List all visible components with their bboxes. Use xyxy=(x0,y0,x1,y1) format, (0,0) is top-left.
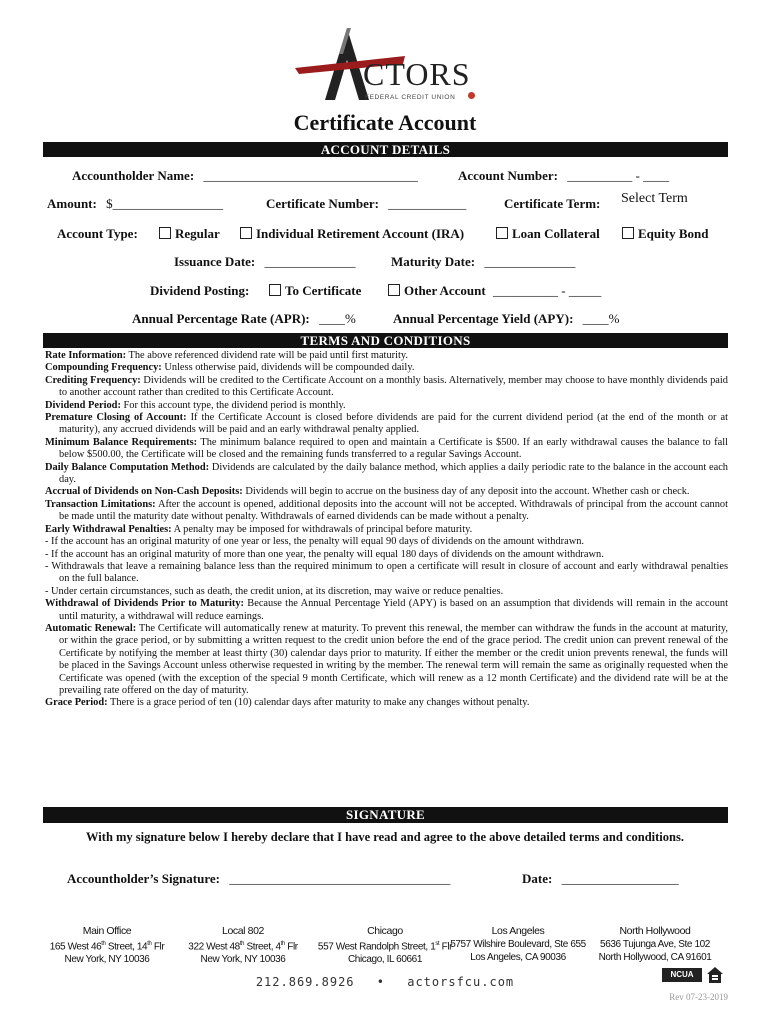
issuance-date-field[interactable]: Issuance Date: ______________ xyxy=(174,254,356,269)
terms-paragraph: - Withdrawals that leave a remaining balance less than the required minimum to open a certificate will result in closure of account and early withdrawal penalties on the full balance. xyxy=(45,560,728,585)
apy-field[interactable]: Annual Percentage Yield (APY): ____% xyxy=(393,311,620,326)
phone-number: 212.869.8926 xyxy=(255,975,355,989)
terms-paragraph: Crediting Frequency: Dividends will be credited to the Certificate Account on a monthly basis. Alternatively, member may choose to have monthly dividends paid to another account rather than credited to this Certificate Account. xyxy=(45,374,728,399)
office-chicago: Chicago 557 West Randolph Street, 1st Flr Chicago, IL 60661 xyxy=(317,925,453,966)
account-number-field[interactable]: Account Number: __________ - ____ xyxy=(458,168,670,183)
checkbox-icon xyxy=(159,227,171,239)
revision-date: Rev 07-23-2019 xyxy=(669,992,728,1002)
office-north-hollywood: North Hollywood 5636 Tujunga Ave, Ste 102 North Hollywood, CA 91601 xyxy=(598,925,712,963)
office-los-angeles: Los Angeles 5757 Wilshire Boulevard, Ste 655 Los Angeles, CA 90036 xyxy=(450,925,586,963)
other-account-checkbox[interactable]: Other Account __________ - _____ xyxy=(388,283,601,299)
logo-wordmark: CTORS xyxy=(363,56,471,92)
account-type-ira-checkbox[interactable]: Individual Retirement Account (IRA) xyxy=(240,226,464,242)
logo xyxy=(285,20,485,108)
checkbox-icon xyxy=(269,284,281,296)
checkbox-icon xyxy=(240,227,252,239)
amount-field[interactable]: Amount: $_________________ xyxy=(47,196,224,211)
terms-paragraph: Withdrawal of Dividends Prior to Maturity: Because the Annual Percentage Yield (APY) is based on an assumption that dividends will remain in the account until maturity, a withdrawal will reduce earnings. xyxy=(45,598,728,622)
ncua-badge: NCUA xyxy=(662,968,702,982)
dividend-posting-label: Dividend Posting: xyxy=(150,283,250,298)
section-header-signature: SIGNATURE xyxy=(43,807,728,823)
bullet-separator: • xyxy=(376,975,385,989)
terms-paragraph: Rate Information: The above referenced dividend rate will be paid until first maturity. xyxy=(45,350,408,361)
terms-paragraph: Compounding Frequency: Unless otherwise paid, dividends will be compounded daily. xyxy=(45,362,415,374)
terms-paragraph: - Under certain circumstances, such as death, the credit union, at its discretion, may waive or reduce penalties. xyxy=(45,585,504,597)
account-type-equity-bond-checkbox[interactable]: Equity Bond xyxy=(622,226,708,242)
checkbox-icon xyxy=(388,284,400,296)
terms-paragraph: Automatic Renewal: The Certificate will automatically renew at maturity. To prevent this renewal, the member can withdraw the funds in the account at maturity, or within the grace period, or by submitting a written request to the credit union before the end of the grace period. The credit union can prevent renewal of the Certificate by notifying the member at least thirty (30) calendar days prior to maturity. If either the member or the credit union prevents renewal, the funds will be placed in the Savings Account unless otherwise requested in writing by the member. The renewal term will remain the same as originally requested when the Certificate was opened (with the exception of the special 9 month Certificate, which will renew as a 12 month Certificate) and the dividend rate will be at the prevailing rate offered on the day of maturity. xyxy=(45,622,728,696)
website-link[interactable]: actorsfcu.com xyxy=(407,975,515,989)
terms-and-conditions xyxy=(45,350,728,710)
logo-subtitle: FEDERAL CREDIT UNION xyxy=(365,94,456,101)
maturity-date-field[interactable]: Maturity Date: ______________ xyxy=(391,254,576,269)
accountholder-signature-field[interactable]: Accountholder’s Signature: __________________________________ xyxy=(67,871,451,886)
signature-declaration: With my signature below I hereby declare that I have read and agree to the above detailed terms and conditions. xyxy=(86,830,684,844)
terms-paragraph: - If the account has an original maturity of one year or less, the penalty will equal 90 days of dividends on the amount withdrawn. xyxy=(45,536,585,548)
to-certificate-checkbox[interactable]: To Certificate xyxy=(269,283,361,299)
terms-paragraph: Premature Closing of Account: If the Certificate Account is closed before dividends are paid for the current dividend period (at the end of the month or at maturity), any accrued dividends will be paid and an early withdrawal penalty applied. xyxy=(45,412,728,436)
checkbox-icon xyxy=(496,227,508,239)
signature-date-field[interactable]: Date: __________________ xyxy=(522,871,679,886)
terms-paragraph: Transaction Limitations: After the account is opened, additional deposits into the account will not be accepted. Withdrawals of principal from the account cannot be made until the maturity date without penalty. Withdrawals of earned dividends can be made without a penalty. xyxy=(45,498,728,523)
terms-paragraph: Accrual of Dividends on Non-Cash Deposits: Dividends will begin to accrue on the business day of any deposit into the account. Whether cash or check. xyxy=(45,486,690,498)
page-title: Certificate Account xyxy=(293,110,477,135)
office-local-802: Local 802 322 West 48th Street, 4th Flr New York, NY 10036 xyxy=(188,925,298,966)
accountholder-name-field[interactable]: Accountholder Name: _________________________________ xyxy=(72,168,418,183)
apr-field[interactable]: Annual Percentage Rate (APR): ____% xyxy=(132,311,356,326)
terms-paragraph: Grace Period: There is a grace period of ten (10) calendar days after maturity to make any changes without penalty. xyxy=(45,697,530,709)
account-type-loan-collateral-checkbox[interactable]: Loan Collateral xyxy=(496,226,600,242)
certificate-term-select[interactable]: Select Term xyxy=(621,191,688,206)
section-header-terms: TERMS AND CONDITIONS xyxy=(43,333,728,348)
terms-paragraph: Minimum Balance Requirements: The minimum balance required to open and maintain a Certificate is $500. If an early withdrawal causes the balance to fall below $500.00, the Certificate will be closed and the remaining funds transferred to a regular Savings Account. xyxy=(45,436,728,461)
office-main: Main Office 165 West 46th Street, 14th Flr New York, NY 10036 xyxy=(49,925,165,966)
terms-paragraph: - If the account has an original maturity of more than one year, the penalty will equal 180 days of dividends on the amount withdrawn. xyxy=(45,548,604,560)
terms-paragraph: Early Withdrawal Penalties: A penalty may be imposed for withdrawals of principal before maturity. xyxy=(45,523,473,535)
account-type-regular-checkbox[interactable]: Regular xyxy=(159,226,220,242)
terms-paragraph: Dividend Period: For this account type, the dividend period is monthly. xyxy=(45,399,346,411)
account-type-label: Account Type: xyxy=(57,226,138,241)
terms-paragraph: Daily Balance Computation Method: Dividends are calculated by the daily balance method, which applies a daily periodic rate to the balance in the account each day. xyxy=(45,461,728,486)
logo-emblem-icon xyxy=(468,92,475,99)
section-header-account-details: ACCOUNT DETAILS xyxy=(43,142,728,157)
checkbox-icon xyxy=(622,227,634,239)
equal-housing-icon xyxy=(706,966,724,989)
certificate-number-field[interactable]: Certificate Number: ____________ xyxy=(266,196,467,211)
contact-line xyxy=(0,975,770,989)
certificate-term-label: Certificate Term: xyxy=(504,196,601,211)
